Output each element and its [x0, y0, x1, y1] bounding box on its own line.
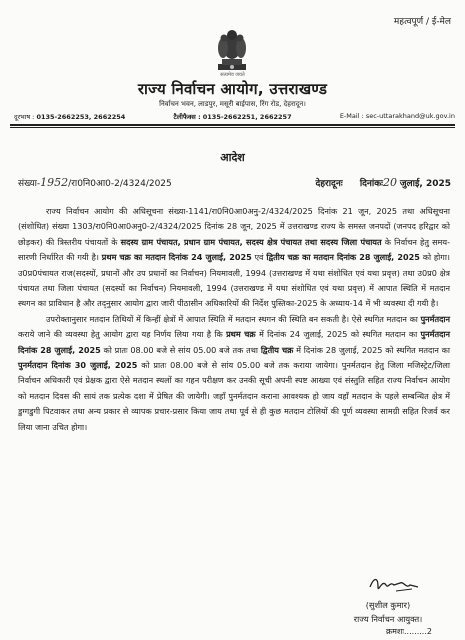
p2-text-i: में दिनांक 28 जुलाई, 2025 को स्थगित मतदान का — [293, 344, 450, 355]
reference-number — [18, 176, 172, 189]
fax-block — [174, 112, 292, 121]
contact-line — [14, 112, 455, 121]
p1-text-c: के निर्वाचन हेतु समय-सारणी निर्धारित की गयी है। — [18, 236, 450, 263]
p2-bold-f: पुनर्मतदान दिनांक 28 जुलाई, 2025 — [18, 329, 450, 355]
p2-text-k: को प्रातः 08.00 बजे से सांय 05.00 बजे तक कराया जायेगा। पुनर्मतदान हेतु जिला मजिस्ट्रेट/जिला निर्वाचन अधिकारी एवं प्रेक्षक द्वारा ऐसे मतदान स्थलों का गहन परीक्षण कर उनकी सूची अपनी स्पष्ट आख्या एवं संस्तुति सहित राज्य निर्वाचन आयोग को मतदान दिवस की सायं तक प्रत्येक दशा में प्रेषित की जायेगी। जहाँ पुनर्मतदान कराना आवश्यक हो जाय वहाँ मतदान के पहले सम्बन्धित क्षेत्र में डुग्गडुगी पिटवाकर तथा अन्य प्रकार से व्यापक प्रचार-प्रसार किया जाय तथा पूर्व से ही कुछ मतदान टोलियों की पूर्ण व्यवस्था सामग्री सहित रिजर्व कर लिया जाना उचित होगा। — [18, 360, 450, 432]
p1-text-e: एवं — [251, 252, 267, 263]
p1-text-g: को होगा। उ0प्र0पंचायत राज(सदस्यों, प्रधानों और उप प्रधानों का निर्वाचन) नियमावली, 1994 (उत्तराखण्ड में यथा संशोधित एवं यथा प्रवृत्त) तथा उ0प्र0 क्षेत्र पंचायत तथा जिला पंचायत (सदस्यों का निर्वाचन) नियमावली, 1994 (उत्तराखण्ड में यथा संशोधित एवं यथा प्रवृत्त) में आपात स्थिति में मतदान स्थगन का प्राविधान है और तद्नुसार आयोग द्वारा जारी पीठासीन अधिकारियों की निर्देश पुस्तिका-2025 के अध्याय-14 में भी व्यवस्था दी गयी है। — [18, 252, 451, 309]
order-body — [18, 204, 450, 435]
p2-bold-d: प्रथम चक्र — [226, 329, 256, 340]
phone-label: दूरभाष : — [14, 113, 35, 121]
state-emblem-icon — [212, 26, 252, 74]
reference-suffix: /रा0नि0आ0-2/4324/2025 — [68, 179, 172, 189]
p1-bold-d: प्रथम चक्र का मतदान दिनांक 24 जुलाई, 2025 — [101, 252, 252, 263]
place-and-date — [315, 176, 451, 189]
place: देहरादूनः — [315, 179, 343, 189]
emblem-motto: सत्यमेव जयते — [220, 72, 245, 78]
fax-number: 0135-2662251, 2662257 — [202, 113, 292, 121]
p2-bold-j: पुनर्मतदान दिनांक 30 जुलाई, 2025 — [18, 360, 138, 371]
email-block — [340, 112, 455, 121]
continued-marker: क्रमशः.........2 — [386, 627, 432, 636]
paragraph-2 — [18, 312, 450, 435]
order-heading: आदेश — [220, 151, 245, 164]
p2-text-e: में दिनांक 24 जुलाई, 2025 को स्थगित मतदान का — [255, 329, 421, 340]
date-prefix: दिनांकः — [359, 179, 383, 189]
email-label: E-Mail : — [339, 112, 364, 120]
p1-text-a: राज्य निर्वाचन आयोग की अधिसूचना संख्या-1141/रा0नि0आ0अनु-2/4324/2025 दिनांक 21 जून, 2025 तथा अधिसूचना (संशोधित) संख्या 1303/रा0नि0आ0अनु0-2/4324/2025 दिनांक 28 जून, 2025 में उत्तराखण्ड राज्य के समस्त जनपदों (जनपद हरिद्वार को छोड़कर) की त्रिस्तरीय पंचायतों के — [18, 206, 450, 247]
signature-icon — [366, 573, 426, 597]
p1-bold-f: द्वितीय चक्र का मतदान दिनांक 28 जुलाई, 2025 — [266, 252, 420, 263]
email-address: sec-uttarakhand@uk.gov.in — [365, 112, 455, 120]
priority-label: महत्वपूर्ण / ई-मेल — [393, 17, 451, 27]
p2-bold-b: पुनर्मतदान — [420, 313, 450, 324]
paragraph-1 — [18, 204, 450, 312]
signatory — [318, 598, 458, 626]
p2-text-g: को प्रातः 08.00 बजे से सांय 05.00 बजे तक तथा — [100, 344, 261, 355]
organization-address: निर्वाचन भवन, लाडपुर, मसूरी बाईपास, रिंग रोड, देहरादून। — [159, 100, 306, 108]
fax-label: टैलीफैक्स : — [173, 113, 201, 121]
signatory-designation: राज्य निर्वाचन आयुक्त। — [353, 614, 423, 624]
reference-prefix: संख्या- — [18, 179, 41, 189]
date-handwritten: 20 — [382, 176, 397, 189]
p2-text-a: उपरोक्तानुसार मतदान तिथियों में किन्हीं क्षेत्रों में आपात स्थिति में मतदान स्थगन की स्थिति बन सकती है। ऐसे स्थगित मतदान का — [46, 313, 421, 324]
p1-bold-b: सदस्य ग्राम पंचायत, प्रधान ग्राम पंचायत, सदस्य क्षेत्र पंचायत तथा सदस्य जिला पंचायत — [120, 236, 382, 247]
header-rule-thick — [10, 124, 455, 126]
date-suffix: जुलाई, 2025 — [399, 179, 451, 189]
signatory-name: (सुशील कुमार) — [365, 600, 411, 610]
header-rule-thin — [10, 127, 455, 128]
phone-number: 0135-2662253, 2662254 — [36, 113, 126, 121]
p2-text-c: कराये जाने की व्यवस्था हेतु आयोग द्वारा यह निर्णय लिया गया है कि — [18, 329, 227, 340]
organization-name: राज्य निर्वाचन आयोग, उत्तराखण्ड — [137, 80, 328, 98]
phone-block — [14, 112, 125, 121]
reference-handwritten: 1952 — [40, 176, 69, 189]
p2-bold-h: द्वितीय चक्र — [260, 344, 294, 355]
reference-line — [18, 176, 451, 189]
